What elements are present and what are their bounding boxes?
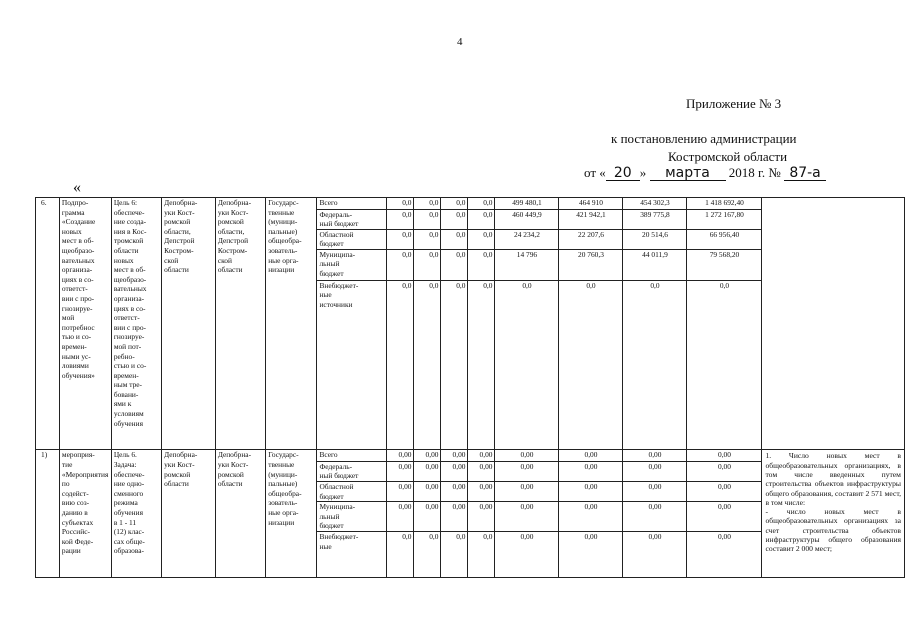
financing-value: 0,0 xyxy=(468,209,495,229)
financing-value: 0,00 xyxy=(559,450,623,461)
financing-row xyxy=(317,209,761,229)
financing-value: 20 760,3 xyxy=(559,249,623,280)
financing-value: 0,0 xyxy=(468,532,495,577)
financing-value: 0,00 xyxy=(414,461,441,481)
financing-value: 0,00 xyxy=(559,461,623,481)
financing-value: 499 480,1 xyxy=(495,198,559,209)
row-executor: Депобрна- уки Кост- ромской области, Депстрой Костром- ской области xyxy=(162,198,216,450)
financing-value: 0,00 xyxy=(414,502,441,532)
row-coexecutor: Депобрна- уки Кост- ромской области xyxy=(215,450,265,577)
financing-value: 0,00 xyxy=(623,461,687,481)
financing-value: 0,00 xyxy=(623,450,687,461)
financing-value: 0,00 xyxy=(468,502,495,532)
financing-value: 79 568,20 xyxy=(687,249,762,280)
financing-value: 0,0 xyxy=(414,229,441,249)
date-mid: » xyxy=(639,165,647,180)
financing-value: 0,00 xyxy=(559,532,623,577)
financing-value: 0,00 xyxy=(495,450,559,461)
financing-value: 0,00 xyxy=(495,502,559,532)
financing-value: 0,0 xyxy=(441,532,468,577)
financing-source: Всего xyxy=(317,450,387,461)
financing-value: 0,00 xyxy=(687,461,762,481)
page-number: 4 xyxy=(457,36,463,48)
financing-value: 0,00 xyxy=(495,482,559,502)
financing-value: 0,0 xyxy=(387,229,414,249)
financing-source: Внебюджет- ные источники xyxy=(317,280,387,449)
financing-row xyxy=(317,280,761,449)
financing-value: 44 011,9 xyxy=(623,249,687,280)
financing-value: 0,0 xyxy=(441,280,468,449)
date-prefix: от « xyxy=(584,165,606,180)
table-row xyxy=(36,450,905,577)
financing-value: 0,00 xyxy=(414,450,441,461)
financing-value: 0,00 xyxy=(441,502,468,532)
date-month-handwritten: марта xyxy=(650,166,726,181)
financing-value: 0,0 xyxy=(387,249,414,280)
financing-value: 0,0 xyxy=(719,280,730,290)
financing-value: 0,00 xyxy=(441,461,468,481)
financing-value: 0,0 xyxy=(623,280,687,449)
financing-value: 0,00 xyxy=(468,482,495,502)
financing-source: Внебюджет- ные xyxy=(317,532,387,577)
financing-value: 1 418 692,40 xyxy=(687,198,762,209)
financing-row xyxy=(317,502,761,532)
financing-value: 0,0 xyxy=(441,229,468,249)
financing-value: 0,00 xyxy=(441,482,468,502)
financing-value: 20 514,6 xyxy=(623,229,687,249)
date-year: 2018 г. № xyxy=(728,165,781,180)
decree-date-line xyxy=(584,165,826,181)
financing-value: 0,00 xyxy=(495,461,559,481)
financing-row xyxy=(317,461,761,481)
financing-value: 0,0 xyxy=(441,249,468,280)
row-goal: Цель 6. Задача: обеспече- ние одно- сменного режима обучения в 1 - 11 (12) клас- сах обще- образова- xyxy=(111,450,161,577)
financing-value: 0,0 xyxy=(414,209,441,229)
financing-value: 0,0 xyxy=(468,229,495,249)
financing-value: 0,0 xyxy=(468,198,495,209)
financing-value: 66 956,40 xyxy=(687,229,762,249)
region-line: Костромской области xyxy=(668,149,788,164)
financing-value: 0,00 xyxy=(623,502,687,532)
financing-value: 0,00 xyxy=(387,482,414,502)
financing-row xyxy=(317,532,761,577)
row-recipients: Государс- твенные (муници- пальные) общеобра- зователь- ные орга- низации xyxy=(266,450,317,577)
financing-value: 0,00 xyxy=(623,532,687,577)
row-goal: Цель 6: обеспече- ние созда- ния в Кос- тромской области новых мест в об- щеобразо- вательных организа- циях в со- ответст- вии с про- гнозируе- мой пот- ребно- стью и со- времен- ным тре- бовани- ями к условиям обучения xyxy=(111,198,161,450)
financing-value: 0,00 xyxy=(441,450,468,461)
financing-value: 0,0 xyxy=(414,532,441,577)
program-table xyxy=(35,197,905,578)
financing-value: 0,0 xyxy=(468,249,495,280)
financing-value: 0,00 xyxy=(718,532,731,542)
financing-value: 0,0 xyxy=(468,280,495,449)
row-executor: Депобрна- уки Кост- ромской области xyxy=(162,450,216,577)
row-description: 1. Число новых мест в общеобразовательных организациях, в том числе введенных путем строительства объектов инфраструктуры общего образования, составит 2 571 мест, в том числе: - число новых мест в общеобразовательных организациях за счет строительства объектов инфраструктуры общего образования составит 2 000 мест; xyxy=(762,450,905,577)
financing-row xyxy=(317,450,761,461)
row-recipients: Государс- твенные (муници- пальные) общеобра- зователь- ные орга- низации xyxy=(266,198,317,450)
financing-value: 0,00 xyxy=(495,532,559,577)
financing-cell xyxy=(317,450,762,577)
row-number: 6. xyxy=(36,198,60,450)
financing-source: Федераль- ный бюджет xyxy=(317,461,387,481)
row-number: 1) xyxy=(36,450,60,577)
financing-value: 0,00 xyxy=(687,450,762,461)
row-name: мероприя- тие «Мероприятия по содейст- вию соз- данию в субъектах Российс- кой Феде- рации xyxy=(59,450,111,577)
financing-value: 421 942,1 xyxy=(559,209,623,229)
financing-row xyxy=(317,482,761,502)
decree-line: к постановлению администрации xyxy=(611,131,797,146)
financing-value: 0,0 xyxy=(441,198,468,209)
financing-source: Муниципа- льный бюджет xyxy=(317,249,387,280)
financing-value: 14 796 xyxy=(495,249,559,280)
financing-value: 0,0 xyxy=(414,249,441,280)
table-row xyxy=(36,198,905,450)
financing-value: 0,0 xyxy=(441,209,468,229)
financing-row xyxy=(317,229,761,249)
financing-value: 0,0 xyxy=(387,209,414,229)
financing-value: 22 207,6 xyxy=(559,229,623,249)
financing-value: 0,00 xyxy=(623,482,687,502)
financing-source: Областной бюджет xyxy=(317,482,387,502)
financing-value: 0,00 xyxy=(387,461,414,481)
financing-row xyxy=(317,198,761,209)
financing-value: 1 272 167,80 xyxy=(687,209,762,229)
financing-value: 454 302,3 xyxy=(623,198,687,209)
financing-value: 460 449,9 xyxy=(495,209,559,229)
row-name: Подпро- грамма «Создание новых мест в об- щеобразо- вательных организа- циях в со- ответст- вии с про- гнозируе- мой потребнос тью и со- времен- ными ус- ловиями обучения» xyxy=(59,198,111,450)
financing-value: 0,0 xyxy=(387,532,414,577)
financing-value: 0,00 xyxy=(687,482,762,502)
financing-value: 0,0 xyxy=(495,280,559,449)
row-description xyxy=(762,198,905,450)
financing-source: Федераль- ный бюджет xyxy=(317,209,387,229)
financing-table xyxy=(317,198,761,449)
date-day-handwritten: 20 xyxy=(606,166,640,181)
financing-source: Муниципа- льный бюджет xyxy=(317,502,387,532)
financing-value: 0,00 xyxy=(468,450,495,461)
financing-value: 389 775,8 xyxy=(623,209,687,229)
financing-value: 0,0 xyxy=(387,198,414,209)
financing-value: 0,0 xyxy=(414,198,441,209)
financing-value: 0,00 xyxy=(687,502,762,532)
financing-value: 0,0 xyxy=(387,280,414,449)
financing-value: 0,0 xyxy=(559,280,623,449)
financing-value: 0,0 xyxy=(414,280,441,449)
financing-source: Всего xyxy=(317,198,387,209)
financing-table xyxy=(317,450,761,576)
financing-value: 464 910 xyxy=(559,198,623,209)
financing-value: 0,00 xyxy=(387,502,414,532)
financing-row xyxy=(317,249,761,280)
financing-source: Областной бюджет xyxy=(317,229,387,249)
financing-value: 0,00 xyxy=(559,482,623,502)
appendix-title: Приложение № 3 xyxy=(686,96,782,111)
financing-value: 0,00 xyxy=(468,461,495,481)
financing-value: 0,00 xyxy=(559,502,623,532)
financing-value: 0,00 xyxy=(414,482,441,502)
financing-cell xyxy=(317,198,762,450)
row-coexecutor: Депобрна- уки Кост- ромской области, Депстрой Костром- ской области xyxy=(215,198,265,450)
decree-number-handwritten: 87-а xyxy=(784,166,826,181)
financing-value: 0,00 xyxy=(387,450,414,461)
financing-value: 24 234,2 xyxy=(495,229,559,249)
opening-quote: « xyxy=(73,179,81,196)
